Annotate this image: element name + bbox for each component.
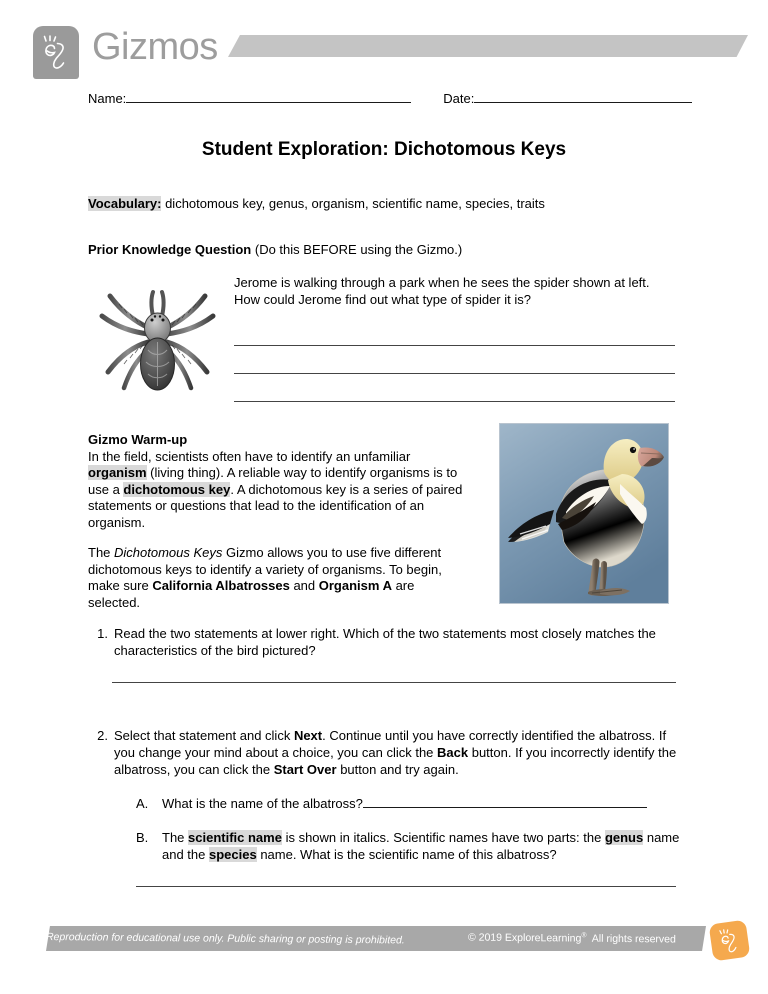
prior-knowledge-prompt: Jerome is walking through a park when he sees the spider shown at left. How could Jerome find out what type of spider it is? (234, 275, 650, 307)
question-2 (88, 727, 688, 778)
answer-line[interactable] (234, 346, 675, 374)
button-start-over-ref: Start Over (273, 762, 337, 777)
footer-copyright-text: © 2019 ExploreLearning (467, 931, 582, 945)
el-monogram-icon (709, 920, 751, 962)
warmup-p2-a: The (88, 545, 115, 560)
warmup-p2-b: Gizmo allows you to use five different dichotomous keys to identify a variety of organisms. To begin, make sure (88, 545, 442, 593)
question-2-text (114, 728, 676, 777)
question-1-number: 1. (97, 626, 108, 641)
term-genus: genus (604, 830, 644, 845)
footer-rights-text: All rights reserved (591, 932, 676, 946)
name-date-row (88, 91, 688, 107)
question-2-number: 2. (97, 728, 108, 743)
albatross-illustration (499, 423, 669, 604)
term-species: species (209, 847, 257, 862)
question-1-answer-line[interactable] (112, 681, 676, 683)
vocabulary-line (88, 195, 545, 212)
q2-text-b: . Continue until you have correctly identified the albatross. If you change your mind about a choice, you can click the (114, 728, 667, 760)
warmup-heading: Gizmo Warm-up (88, 432, 188, 447)
sub-question-a-text: What is the name of the albatross? (162, 796, 363, 811)
sub-question-b (136, 829, 700, 887)
gizmo-name-italic: Dichotomous Keys (114, 545, 223, 560)
question-1-text: Read the two statements at lower right. Which of the two statements most closely matches the characteristics of the bird pictured? (114, 626, 656, 658)
prior-knowledge-title: Prior Knowledge Question (88, 242, 252, 257)
footer-copyright (468, 931, 676, 945)
q2-text-d: button and try again. (336, 762, 459, 777)
button-next-ref: Next (293, 728, 323, 743)
term-dichotomous-key: dichotomous key (123, 481, 231, 497)
option-california-albatrosses: California Albatrosses (152, 578, 290, 593)
option-organism-a: Organism A (318, 578, 392, 593)
page-footer (0, 926, 768, 976)
name-input-line[interactable] (126, 102, 411, 103)
sub-question-a-answer-line[interactable] (363, 807, 647, 808)
warmup-p2-d: are selected. (88, 578, 415, 610)
date-input-line[interactable] (474, 102, 692, 103)
qb-text-c: name and the (162, 830, 680, 862)
header-accent-bar (228, 35, 748, 57)
term-scientific-name: scientific name (188, 830, 282, 845)
sub-question-a-label: A. (136, 796, 149, 811)
vocabulary-label: Vocabulary: (88, 196, 162, 211)
el-monogram-icon (33, 26, 79, 79)
prior-knowledge-answer-area[interactable] (234, 318, 675, 402)
question-list (88, 625, 688, 887)
term-organism: organism (88, 465, 147, 480)
q2-text-c: button. If you incorrectly identify the albatross, you can click the (114, 745, 677, 777)
sub-question-a (136, 795, 700, 812)
prior-knowledge-heading (88, 241, 462, 258)
answer-line[interactable] (234, 318, 675, 346)
spider-illustration (96, 272, 220, 402)
warmup-paragraph-2 (88, 545, 466, 611)
question-1 (88, 625, 688, 659)
answer-line[interactable] (234, 374, 675, 402)
page-title: Student Exploration: Dichotomous Keys (201, 139, 567, 160)
prior-knowledge-note: (Do this BEFORE using the Gizmo.) (254, 242, 463, 257)
page-header (0, 0, 768, 80)
warmup-p1-b: (living thing). A reliable way to identify organisms is to use a (88, 465, 458, 497)
warmup-p1-a: In the field, scientists often have to identify an unfamiliar (88, 448, 411, 464)
qb-text-a: The (162, 830, 189, 845)
warmup-paragraph-1 (88, 449, 466, 532)
brand-name: Gizmos (92, 26, 218, 68)
q2-text-a: Select that statement and click (114, 728, 294, 743)
date-label: Date: (443, 91, 475, 106)
registered-mark: ® (581, 932, 587, 940)
sub-question-b-answer-line[interactable] (136, 885, 676, 887)
warmup-p1-c: . A dichotomous key is a series of paired statements or questions that lead to the identification of an organism. (88, 481, 463, 530)
gizmo-warmup-section (88, 432, 466, 611)
button-back-ref: Back (437, 745, 469, 760)
qb-text-b: is shown in italics. Scientific names have two parts: the (281, 830, 605, 845)
vocabulary-terms: dichotomous key, genus, organism, scientific name, species, traits (165, 196, 545, 211)
sub-question-b-label: B. (136, 830, 149, 845)
footer-usage-notice: Reproduction for educational use only. Public sharing or posting is prohibited. (45, 931, 405, 947)
qb-text-d: name. What is the scientific name of this albatross? (256, 847, 557, 862)
name-label: Name: (88, 91, 127, 106)
sub-question-b-text (162, 830, 679, 862)
warmup-p2-c: and (289, 578, 319, 593)
